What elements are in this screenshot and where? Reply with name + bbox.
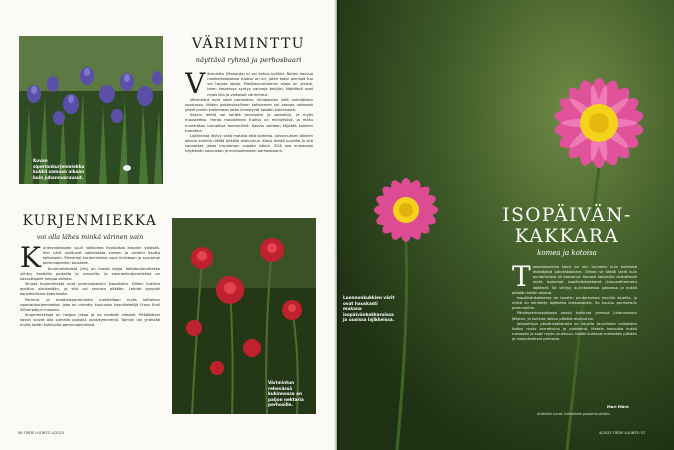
headline-line1: ISOPÄIVÄN- bbox=[502, 205, 632, 226]
photo-credit: Artikkelin kuvat: kotimainen puutarha-arkisto. bbox=[537, 412, 611, 416]
isopaivankakkara-body: Taukainkukkiva kasvi on niin tunnettu kuin kukkaisä levittäjänä päivänkakkara. Olihan se täällä vielä kuin puutarhoista oli kasvanut. Kovasti kotoisilta vaikuttavat myös isoimmat isopäivänkakkarat (Leucanthemum) lajikkeet. Se viihtyy aurinkoisessa paikassa ja kukkii pitkään kesän aikana. Isopäivänkakkaraa on tavattu puutarhoissa monilla alueilla, ja niistä on kehitetty lajikkeita leikkokukiksi. Se kuuluu perinteisiin perennoihin. Päivänperhoskukkaan kasvit kukkivat yleensä juhannuksen jälkeen, ja kukinta jatkuu pitkälle elokuuhun. Jalostettuja päivänkakkaroita on tarjolla tavallisten valkoisten lisäksi myös kerrattuina ja pinkkeinä. Matala kasvusto kukkii runsaasti ja sopii myös ruukkuun. Kaikki kukkivat mielelään pitkään ja houkuttelevat perhosia. bbox=[512, 265, 637, 342]
headline-line2: KAKKARA bbox=[514, 226, 620, 247]
gutter-shadow bbox=[334, 0, 340, 450]
drop-cap-v: V bbox=[185, 72, 206, 100]
right-page bbox=[337, 0, 674, 450]
left-folio: 56 TIEDE LUONTO 4/2022 bbox=[18, 431, 65, 435]
kurjenmiekka-subhead: voi olla lähes minkä värinen vain bbox=[36, 233, 144, 241]
varimintu-body: Väriminttu (Monarda) ei voi kehua kylläisi. Niiden kasvua mekkertalaisessa tuoksu on eri, joten kaksi pienistä tuo voi tarjota lajeja. Mielikasvuntoimiin lajeja on yleisiä, joten kasveissa syntyy vahvoja tekijäsi. Näyttävä ovat myös lilla ja valkoiset värimintut. Värimintut ovat sekä perhosten, kimalaisten että mehiläisten suosiossa. Niiden pokkeuksellinen kotisiemen voi kasvaa vaikeasti pitkiä jonkin kukkimaan jotka ilmestyvät kesään kukinnasta. Kasvin lehtiä voi kerätä teeaineksi ja salaattiin, ja myös mausteeksi. Hento mausteinen tuoksu on miellyttävä, ja maku muistuttaa tunnettua teemerkkiä. Kasvia voidaan käyttää kukkien tuoreena. Lajikkeista löytyy sekä matalia että korkeita. Juhannuksen jälkeen alkava kukinta riittää pitkälle elokuuhun. Kasvi leviää juurelta ja sitä kannattaa jakaa muutaman vuoden välein. Sillä saa mukavasti näyttävän kasvuston ja ensiluokkaisen perhosbaarin. bbox=[185, 72, 313, 154]
right-folio: 4/2022 TIEDE LUONTO 57 bbox=[599, 431, 646, 435]
kurjenmiekka-headline: KURJENMIEKKA bbox=[22, 213, 158, 229]
monarda-caption: Värimintun rehevässä kukinnossa on paljon nektaria perhosille. bbox=[268, 380, 304, 408]
iris-caption: Kuvan siperiankurjenmiekka kukkii samaan aikaan kuin juhannusruusut. bbox=[33, 158, 85, 180]
kurjenmiekka-body: Kurjenmiekkojen suuri valikoima ihastuttaa kasvien ystävää. Sen värit ulottuvat valkoisesta sinisen ja violetin kautta keltaiseen. Pienempi kurjenmiekka sopii kivikkoon ja suurempi perennapenkin taustalle. Kurjenmiekoista (Iris) on monia lajeja. Keltakurjenmiekka viihtyy kosteilla paikoilla ja rannoilla, ja siperiankurjenmiekka on kasvattajalle helppo valinta. Siniset kurjenmiekat ovat perennapenkin klassikoita. Niiden kukinta ajoittuu alkukesään, ja sitä voi seurata pitkään. Lehdet pysyvät koristeellisina koko kesän. Perinne- ja maatiaisperennoiksi luokitellaan myös keltainen siperiankurjenmiekka, joka on nimetty kuuluisan kasvitieteilijä Frans Emil Silfverpaljun mukaan. Kurjenmiekkoja on helppo jakaa ja ne leviävät hitaasti. Pitkäikäiset kasvit voivat olla samalla paikalla vuosikymmeniä. Taimiin voi yhdistää muita kesän kukkijoita perennapenkissä. bbox=[20, 246, 160, 328]
daisy-caption: Luonnonkukkien värit ovat hauskasti mukana isopäivänkakkaroissa ja uusissa lajikkeissa. bbox=[343, 295, 395, 323]
varimintu-headline: VÄRIMINTTU bbox=[191, 36, 306, 52]
isopaivankakkara-headline bbox=[497, 205, 637, 247]
varimintu-subhead: näyttävä ryhmä ja perhosbaari bbox=[195, 56, 302, 64]
isopaivankakkara-subhead: komea ja kotoisa bbox=[537, 249, 597, 257]
drop-cap-t: T bbox=[512, 265, 531, 293]
author-name: Mari Mörö bbox=[607, 404, 629, 409]
drop-cap-k: K bbox=[20, 246, 41, 274]
